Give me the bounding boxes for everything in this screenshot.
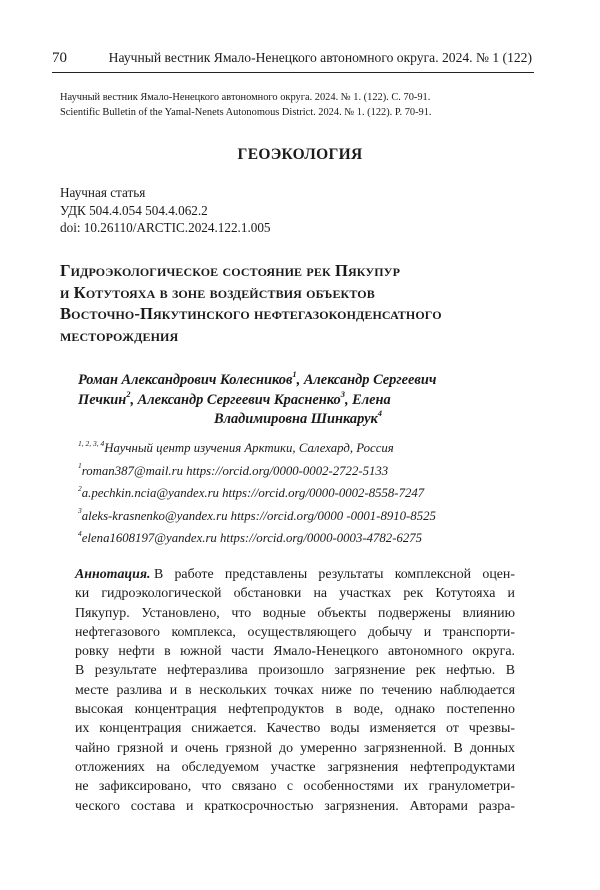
affiliation-line (78, 437, 436, 460)
page-number: 70 (52, 50, 67, 66)
abstract-text: ческого состава и краткосрочностью загрязнения. Авторами разра- (75, 798, 515, 814)
author-line (78, 371, 518, 391)
doi: doi: 10.26110/ARCTIC.2024.122.1.005 (60, 220, 271, 235)
abstract-label: Аннотация. (75, 567, 151, 582)
author-sup: 4 (377, 408, 383, 419)
abstract-text: не зафиксировано, что связано с особенностями их гранулометри- (75, 779, 515, 795)
author-name: , Александр Сергеевич Красненко (130, 391, 341, 408)
abstract-text: отложениях на обследуемом участке загрязнения нефтепродуктами (75, 759, 515, 775)
abstract-line (75, 642, 515, 661)
contact-line (78, 505, 436, 528)
contact-text: aleks-krasnenko@yandex.ru https://orcid.org/0000 -0001-8910-8525 (81, 508, 436, 523)
abstract-line (75, 719, 515, 738)
abstract-line (75, 623, 515, 642)
abstract-line (75, 777, 515, 796)
author-name: Роман Александрович Колесников (78, 372, 293, 388)
citation-ru: Научный вестник Ямало-Ненецкого автономного округа. 2024. № 1. (122). С. 70-91. (60, 92, 431, 103)
author-name: Владимировна Шинкарук (213, 411, 378, 427)
abstract-text: ровку нефти в южной части Ямало-Ненецкого автономного округа. (75, 644, 515, 660)
contact-sup: 4 (78, 528, 82, 538)
article-type: Научная статья (60, 185, 146, 200)
abstract-line (75, 700, 515, 719)
author-sup: 3 (340, 388, 345, 399)
abstract-text: высокая концентрация нефтепродуктов в воде, однако постепенно (75, 702, 515, 718)
contact-sup: 2 (78, 483, 82, 493)
abstract-text: их концентрация снижается. Качество воды изменяется от чрезвы- (75, 721, 515, 737)
contact-sup: 3 (78, 506, 82, 516)
author-name: Печкин (78, 391, 127, 408)
abstract-line (75, 758, 515, 777)
abstract-line (75, 584, 515, 603)
article-title (60, 260, 540, 346)
affiliation-org: Научный центр изучения Арктики, Салехард, Россия (104, 441, 394, 455)
contact-sup: 1 (78, 461, 82, 471)
udc-code: УДК 504.4.054 504.4.062.2 (60, 202, 208, 218)
abstract-text: чайно грязной и очень грязной до умеренно загрязненной. В донных (75, 740, 515, 756)
abstract-text: В работе представлены результаты комплексной оцен- (153, 567, 515, 582)
contact-text: a.pechkin.ncia@yandex.ru https://orcid.org/0000-0002-8558-7247 (81, 486, 425, 500)
article-meta (60, 184, 271, 237)
author-sup: 2 (126, 388, 131, 399)
title-line: месторождения (60, 325, 179, 345)
abstract-line (75, 797, 515, 816)
citation-block (60, 91, 432, 120)
author-sup: 1 (292, 369, 297, 380)
abstract-line (75, 739, 515, 758)
author-sep: , Александр Сергеевич (296, 372, 437, 388)
contact-text: roman387@mail.ru https://orcid.org/0000-0002-2722-5133 (81, 463, 389, 478)
abstract-text: В результате нефтеразлива произошло загрязнение рек нефтью. В (75, 663, 515, 679)
contact-line (78, 482, 436, 505)
abstract-line (75, 565, 515, 584)
citation-en: Scientific Bulletin of the Yamal-Nenets Autonomous District. 2024. № 1. (122). P. 70-91. (60, 106, 432, 118)
abstract-text: месте разлива и в нескольких точках ниже по течению наблюдается (75, 682, 515, 698)
running-head-journal: Научный вестник Ямало-Ненецкого автономного округа. 2024. № 1 (122) (108, 50, 532, 65)
abstract-line (75, 604, 515, 623)
contact-text: elena1608197@yandex.ru https://orcid.org/0000-0003-4782-6275 (81, 531, 423, 545)
abstract-text: Пякупур. Установлено, что водные объекты подвержены влиянию (75, 605, 515, 621)
affiliations (78, 437, 436, 550)
abstract-text: ки гидроэкологической обстановки на участках рек Котутояха и (75, 586, 515, 602)
author-line (78, 388, 518, 411)
section-heading: ГЕОЭКОЛОГИЯ (237, 146, 363, 163)
header-rule (52, 72, 534, 73)
abstract (75, 565, 515, 816)
author-sep: , Елена (344, 391, 391, 408)
abstract-line (75, 661, 515, 680)
abstract-line (75, 681, 515, 700)
abstract-text: нефтегазового комплекса, осуществляющего добычу и транспорти- (75, 624, 515, 640)
title-line: Гидроэкологическое состояние рек Пякупур (60, 261, 401, 280)
title-line: Восточно-Пякутинского нефтегазоконденсатного (60, 304, 442, 323)
author-list (78, 371, 518, 430)
running-head (52, 50, 532, 72)
author-line (78, 410, 518, 430)
contact-line (78, 460, 436, 483)
affiliation-sup: 1, 2, 3, 4 (78, 438, 105, 448)
contact-line (78, 527, 436, 550)
title-line: и Котутояха в зоне воздействия объектов (60, 282, 375, 302)
